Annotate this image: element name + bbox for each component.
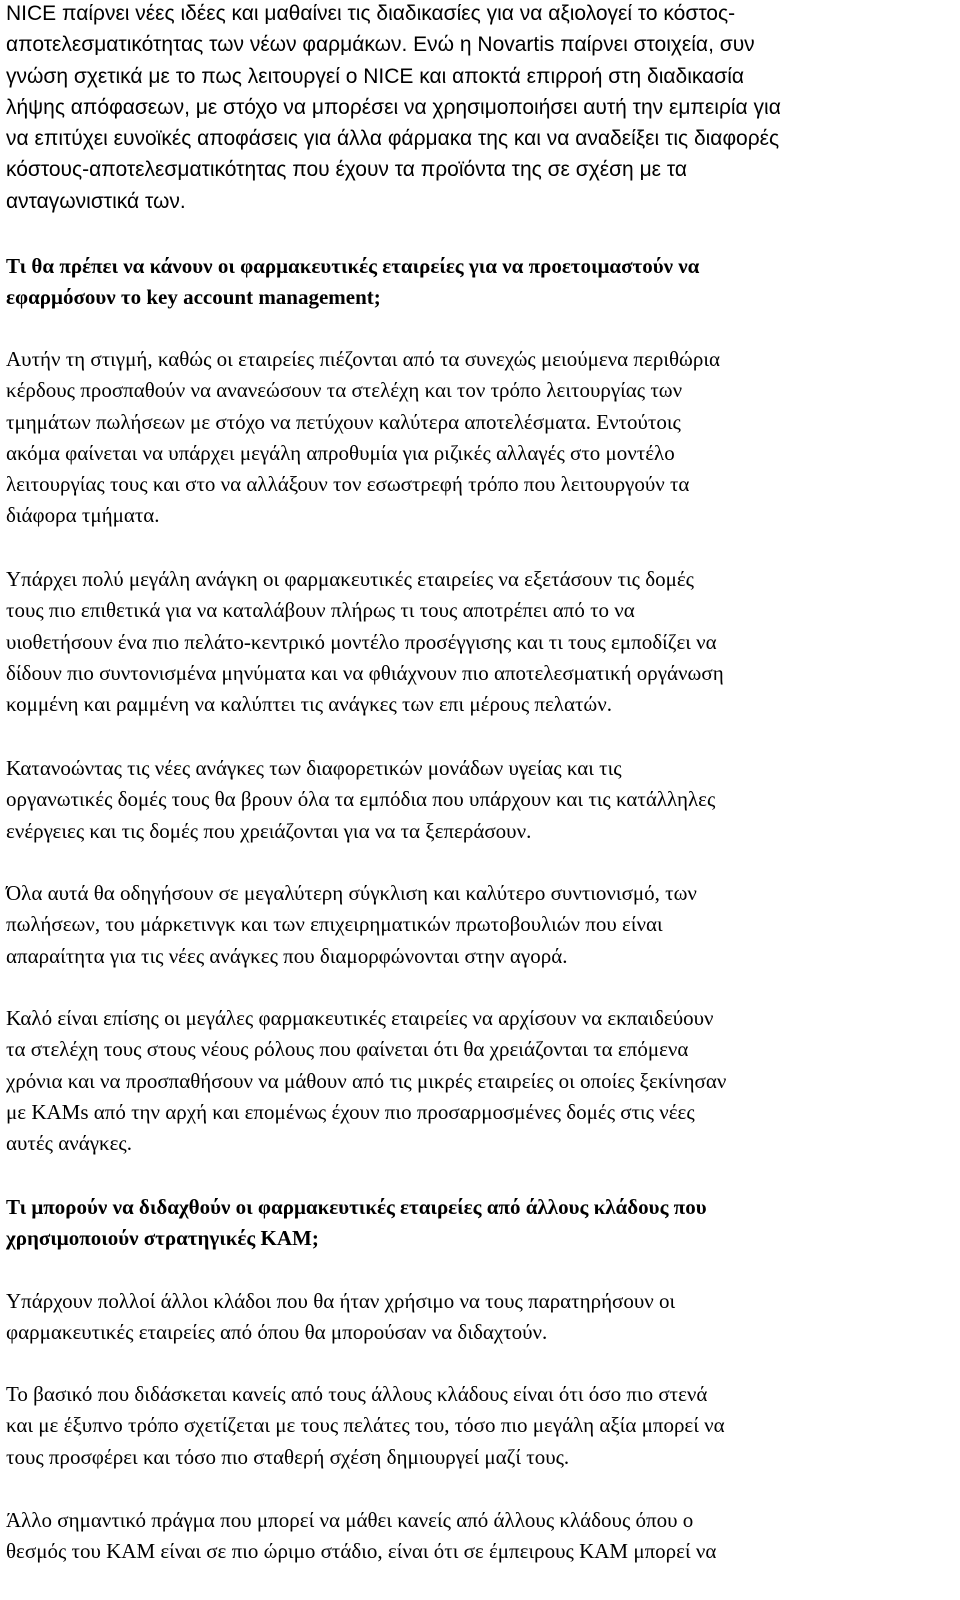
heading-line: χρησιμοποιούν στρατηγικές KAM; (6, 1226, 319, 1251)
paragraph-customer-relations (6, 1379, 725, 1473)
text-line: αυτές ανάγκες. (6, 1131, 132, 1156)
paragraph-structures (6, 564, 724, 720)
text-line: ακόμα φαίνεται να υπάρχει μεγάλη απροθυμία για ριζικές αλλαγές στο μοντέλο (6, 440, 675, 465)
paragraph-mature-kam (6, 1505, 716, 1568)
paragraph-other-sectors (6, 1286, 675, 1349)
text-line: και με έξυπνο τρόπο σχετίζεται με τους πελάτες του, τόσο πιο μεγάλη αξία μπορεί να (6, 1413, 725, 1438)
paragraph-nice-novartis (6, 0, 781, 217)
text-line: γνώση σχετικά με το πως λειτουργεί ο NICE και αποκτά επιρροή στη διαδικασία (6, 64, 745, 88)
text-line: NICE παίρνει νέες ιδέες και μαθαίνει τις διαδικασίες για να αξιολογεί το κόστος- (6, 2, 736, 25)
text-line: με KAMs από την αρχή και επομένως έχουν πιο προσαρμοσμένες δομές στις νέες (6, 1099, 695, 1124)
text-line: κομμένη και ραμμένη να καλύπτει τις ανάγκες των επι μέρους πελατών. (6, 692, 612, 717)
text-line: απαραίτητα για τις νέες ανάγκες που διαμορφώνονται στην αγορά. (6, 943, 568, 968)
paragraph-margin-pressure (6, 344, 720, 532)
text-line: Αυτήν τη στιγμή, καθώς οι εταιρείες πιέζονται από τα συνεχώς μειούμενα περιθώρια (6, 347, 720, 371)
text-line: διάφορα τμήματα. (6, 503, 160, 528)
text-line: τα στελέχη τους στους νέους ρόλους που φαίνεται ότι θα χρειάζονται τα επόμενα (6, 1037, 689, 1062)
text-line: τους προσφέρει και τόσο πιο σταθερή σχέση δημιουργεί μαζί τους. (6, 1444, 570, 1469)
paragraph-convergence (6, 878, 697, 972)
paragraph-training (6, 1003, 726, 1159)
text-line: Κατανοώντας τις νέες ανάγκες των διαφορετικών μονάδων υγείας και τις (6, 756, 622, 780)
text-line: φαρμακευτικές εταιρείες από όπου θα μπορούσαν να διδαχτούν. (6, 1320, 548, 1345)
text-line: δίδουν πιο συντονισμένα μηνύματα και να φθιάχνουν πιο αποτελεσματική οργάνωση (6, 660, 724, 685)
text-line: πωλήσεων, του μάρκετινγκ και των επιχειρηματικών πρωτοβουλιών που είναι (6, 912, 663, 937)
text-line: Όλα αυτά θα οδηγήσουν σε μεγαλύτερη σύγκλιση και καλύτερο συντιονισμό, των (6, 881, 697, 905)
text-line: κόστους-αποτελεσματικότητας που έχουν τα προϊόντα της σε σχέση με τα (6, 158, 688, 182)
text-line: οργανωτικές δομές τους θα βρουν όλα τα εμπόδια που υπάρχουν και τις κατάλληλες (6, 787, 716, 812)
text-line: Το βασικό που διδάσκεται κανείς από τους άλλους κλάδους είναι ότι όσο πιο στενά (6, 1382, 708, 1406)
text-line: κέρδους προσπαθούν να ανανεώσουν τα στελέχη και τον τρόπο λειτουργίας των (6, 378, 683, 403)
text-line: αποτελεσματικότητας των νέων φαρμάκων. Ενώ η Novartis παίρνει στοιχεία, συν (6, 33, 755, 57)
text-line: υιοθετήσουν ένα πιο πελάτο-κεντρικό μοντέλο προσέγγισης και τι τους εμποδίζει να (6, 629, 717, 654)
paragraph-health-units (6, 753, 715, 847)
text-line: ενέργειες και τις δομές που χρειάζονται για να τα ξεπεράσουν. (6, 818, 532, 843)
text-line: λειτουργίας τους και στο να αλλάξουν τον εσωστρεφή τρόπο που λειτουργούν τα (6, 472, 690, 497)
text-line: χρόνια και να προσπαθήσουν να μάθουν από τις μικρές εταιρείες οι οποίες ξεκίνησαν (6, 1068, 727, 1093)
heading-line: Τι μπορούν να διδαχθούν οι φαρμακευτικές εταιρείες από άλλους κλάδους που (6, 1195, 707, 1219)
heading-line: Τι θα πρέπει να κάνουν οι φαρμακευτικές εταιρείες για να προετοιμαστούν να (6, 254, 700, 278)
text-line: Υπάρχουν πολλοί άλλοι κλάδοι που θα ήταν χρήσιμο να τους παρατηρήσουν οι (6, 1289, 676, 1313)
text-line: ανταγωνιστικά των. (6, 189, 186, 213)
text-line: Άλλο σημαντικό πράγμα που μπορεί να μάθει κανείς από άλλους κλάδους όπου ο (6, 1508, 694, 1532)
text-line: Καλό είναι επίσης οι μεγάλες φαρμακευτικές εταιρείες να αρχίσουν να εκπαιδεύουν (6, 1006, 714, 1030)
heading-line: εφαρμόσουν το key account management; (6, 285, 381, 310)
text-line: τμημάτων πωλήσεων με στόχο να πετύχουν καλύτερα αποτελέσματα. Εντούτοις (6, 409, 681, 434)
heading-kam-preparation (6, 251, 699, 314)
text-line: Υπάρχει πολύ μεγάλη ανάγκη οι φαρμακευτικές εταιρείες να εξετάσουν τις δομές (6, 567, 694, 591)
text-line: λήψης απόφασεων, με στόχο να μπορέσει να χρησιμοποιήσει αυτή την εμπειρία για (6, 95, 781, 119)
heading-other-sectors (6, 1192, 707, 1255)
text-line: θεσμός του KAM είναι σε πιο ώριμο στάδιο, είναι ότι σε έμπειρους KAM μπορεί να (6, 1539, 717, 1564)
text-line: τους πιο επιθετικά για να καταλάβουν πλήρως τι τους αποτρέπει από το να (6, 598, 635, 623)
text-line: να επιτύχει ευνοϊκές αποφάσεις για άλλα φάρμακα της και να αναδείξει τις διαφορές (6, 127, 780, 151)
